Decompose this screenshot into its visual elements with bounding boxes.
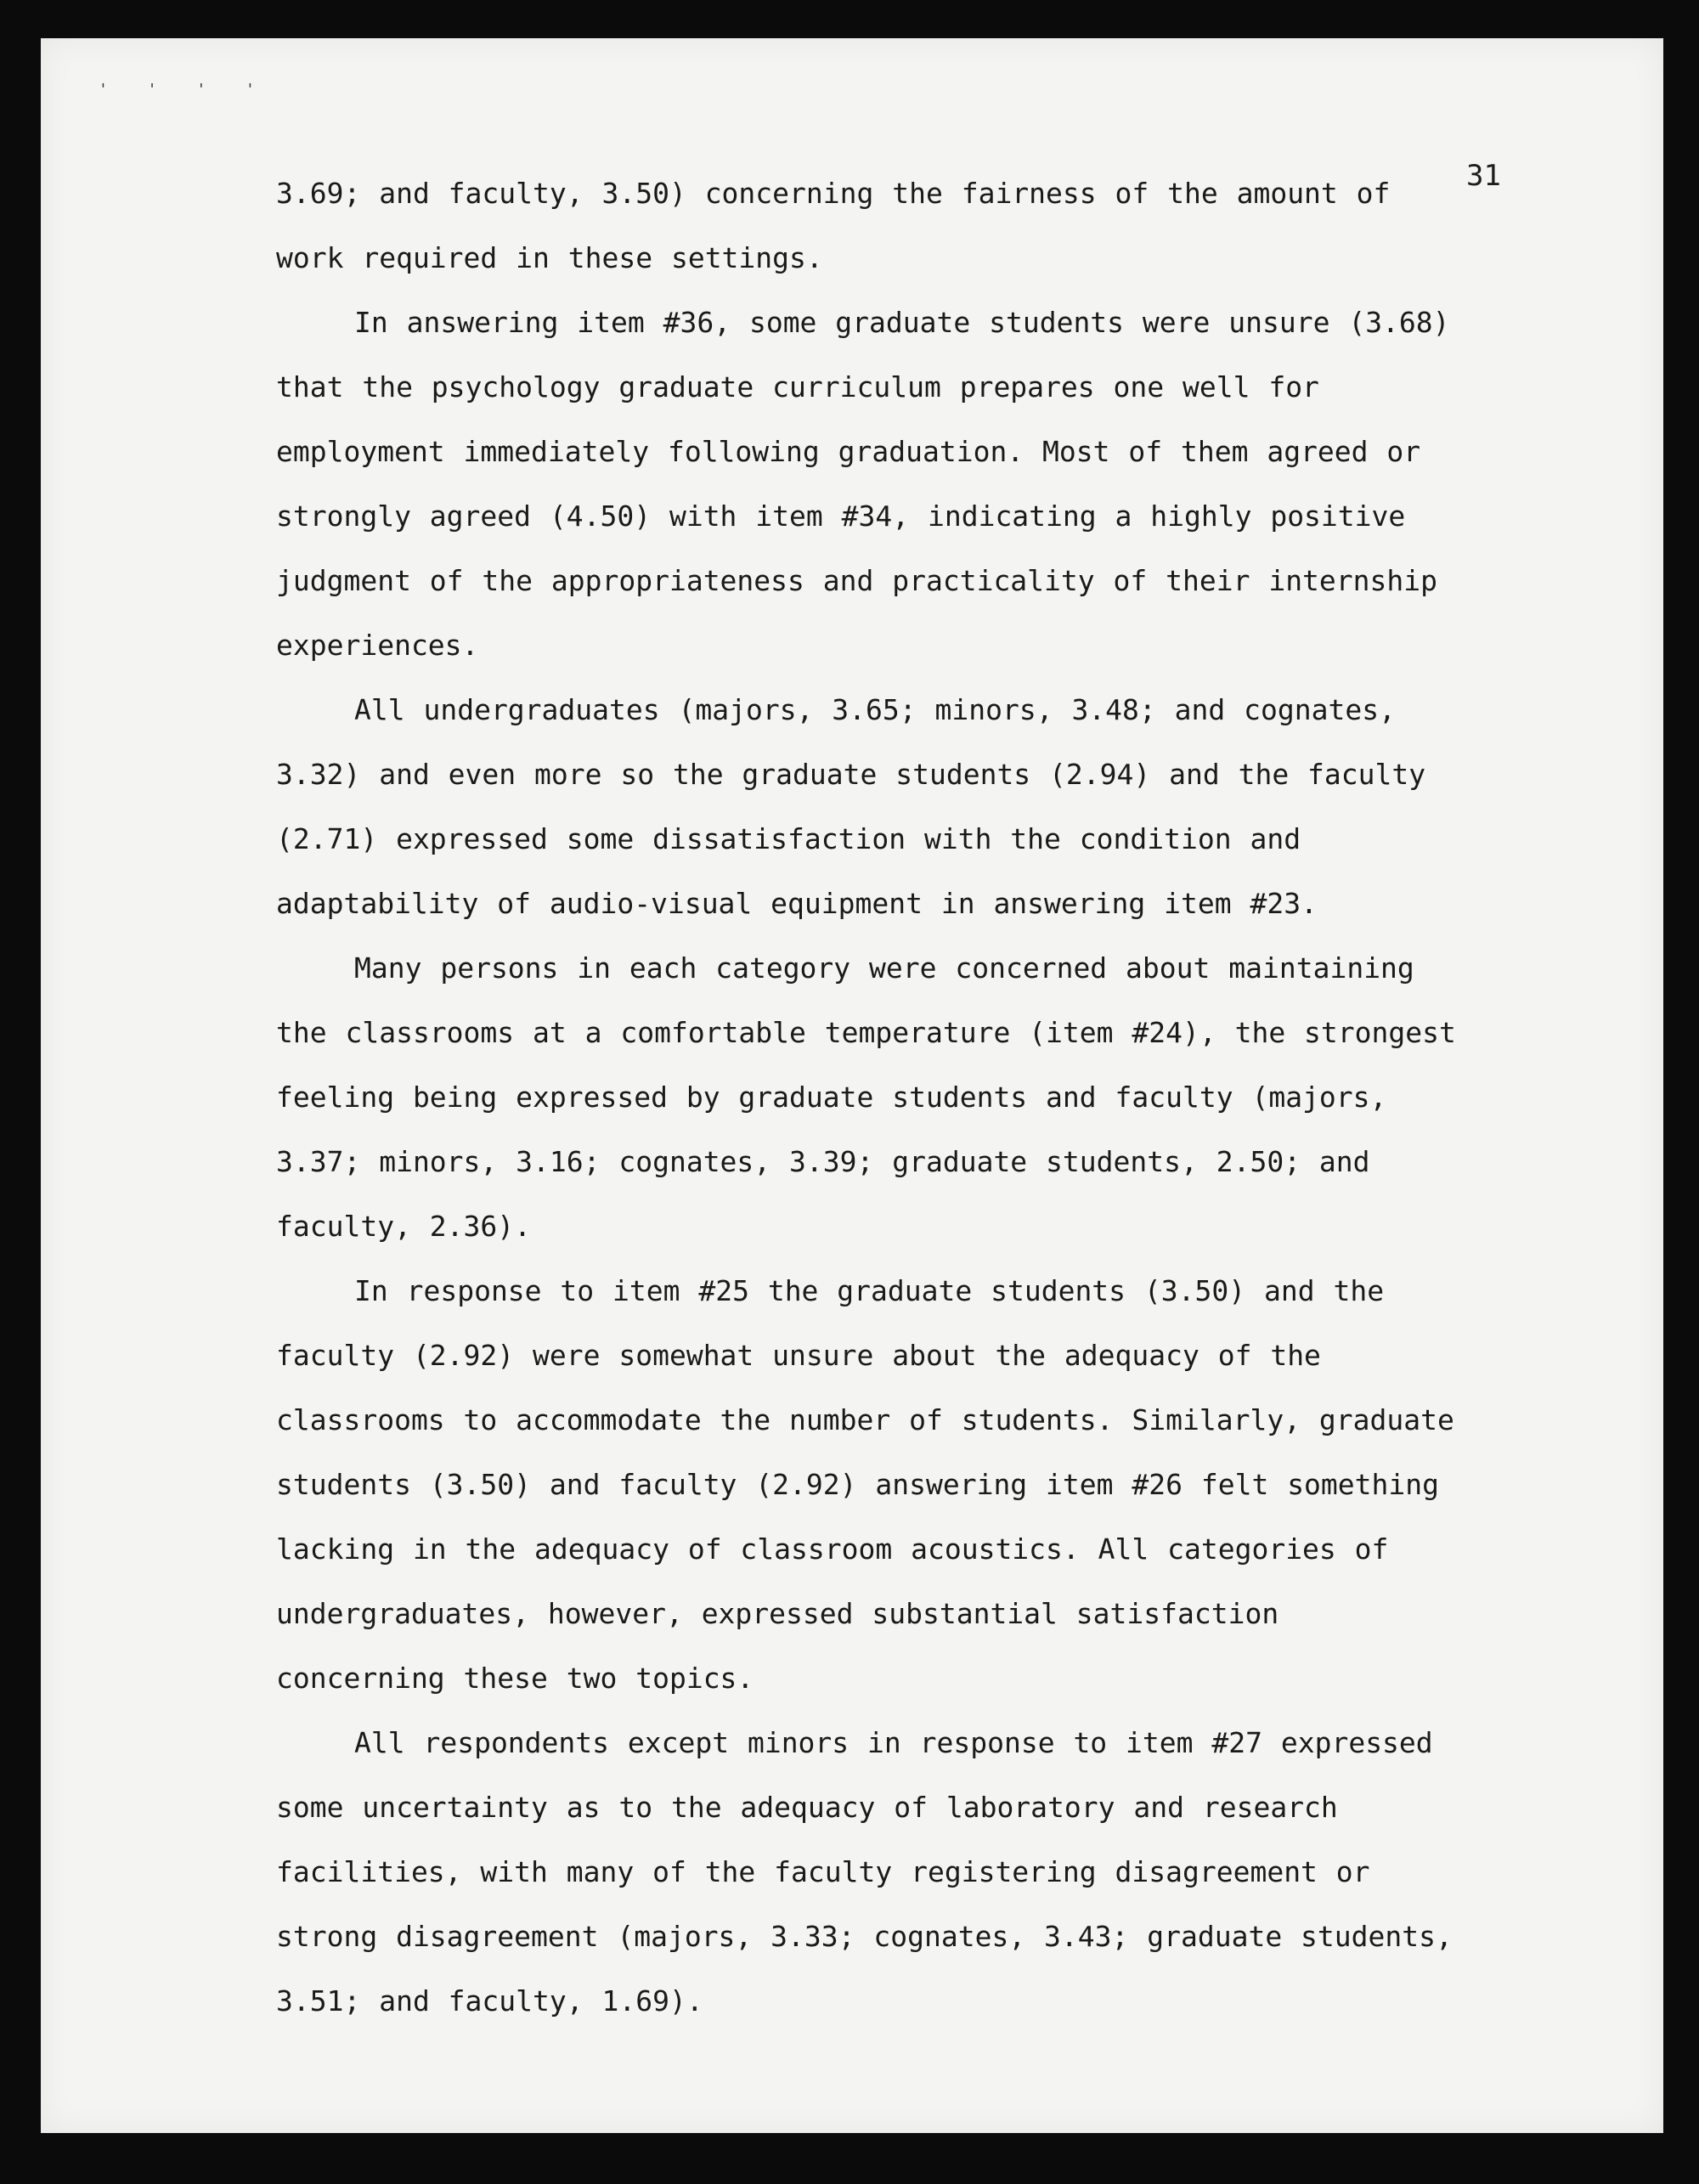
paragraph-1: 3.69; and faculty, 3.50) concerning the fairness of the amount of work required in these settings. xyxy=(276,177,1391,274)
paragraph-5: In response to item #25 the graduate students (3.50) and the faculty (2.92) were somewhat unsure about the adequacy of the classrooms to accommodate the number of students. Similarly, graduate students (3.50) and faculty (2.92) answering item #26 felt something lacking in the adequacy of classroom acoustics. All categories of undergraduates, however, expressed substantial satisfaction concerning these two topics. xyxy=(276,1274,1454,1695)
paragraph-3: All undergraduates (majors, 3.65; minors, 3.48; and cognates, 3.32) and even more so the graduate students (2.94) and the faculty (2.71) expressed some dissatisfaction with the condition and adaptability of audio-visual equipment in answering item #23. xyxy=(276,693,1426,920)
paragraph-4: Many persons in each category were concerned about maintaining the classrooms at a comfortable temperature (item #24), the strongest feeling being expressed by graduate students and faculty (majors, 3.37; minors, 3.16; cognates, 3.39; graduate students, 2.50; and faculty, 2.36). xyxy=(276,951,1456,1243)
paragraph-2: In answering item #36, some graduate students were unsure (3.68) that the psychology graduate curriculum prepares one well for employment immediately following graduation. Most of them agreed or strongly agreed (4.50) with item #34, indicating a highly positive judgment of the appropriateness and practicality of their internship experiences. xyxy=(276,306,1450,662)
body-text xyxy=(276,161,1465,2034)
paragraph-6: All respondents except minors in response to item #27 expressed some uncertainty as to the adequacy of laboratory and research facilities, with many of the faculty registering disagreement or strong disagreement (majors, 3.33; cognates, 3.43; graduate students, 3.51; and faculty, 1.69). xyxy=(276,1726,1453,2018)
page-number: 31 xyxy=(1466,159,1501,193)
corner-mark: ' ' ' ' xyxy=(99,81,270,99)
